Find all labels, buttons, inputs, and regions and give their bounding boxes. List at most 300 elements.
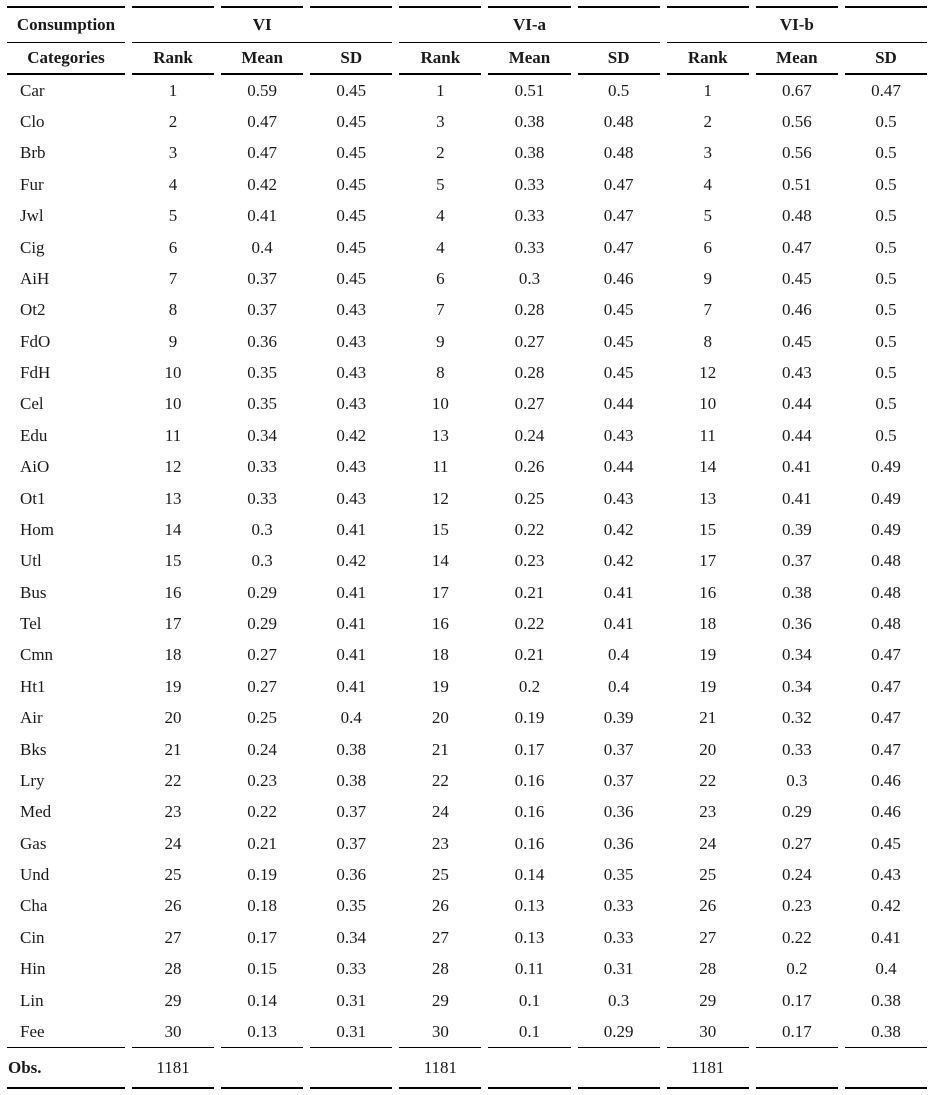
table-row — [7, 294, 927, 325]
value-cell: 0.41 — [781, 488, 812, 508]
value-cell: 0.29 — [247, 582, 278, 602]
table-body — [7, 75, 927, 1048]
value-cell: 0.17 — [514, 739, 545, 759]
header-consumption: Consumption — [7, 8, 125, 43]
value-cell: 0.42 — [336, 551, 367, 571]
value-cell: 0.48 — [871, 551, 901, 571]
value-cell: 22 — [699, 770, 717, 790]
obs-label: Obs. — [7, 1047, 125, 1089]
value-cell: 0.47 — [871, 739, 901, 759]
value-cell: 0.4 — [340, 708, 362, 728]
table-row — [7, 357, 927, 388]
value-cell: 0.36 — [247, 331, 278, 351]
value-cell: 25 — [431, 865, 449, 885]
header-vi-b-rank: Rank — [667, 43, 749, 75]
category-cell: Ot2 — [20, 300, 46, 320]
value-cell: 12 — [431, 488, 449, 508]
value-cell: 6 — [436, 268, 445, 288]
value-cell: 0.39 — [781, 519, 812, 539]
table-row — [7, 231, 927, 262]
value-cell: 0.16 — [514, 802, 545, 822]
table-row — [7, 733, 927, 764]
value-cell: 4 — [168, 174, 178, 194]
value-cell: 0.36 — [603, 833, 634, 853]
table-row — [7, 765, 927, 796]
table-row — [7, 859, 927, 890]
value-cell: 0.17 — [781, 1021, 812, 1041]
value-cell: 0.45 — [871, 833, 901, 853]
value-cell: 0.31 — [336, 1021, 367, 1041]
empty-cell — [756, 1047, 838, 1089]
table-row — [7, 828, 927, 859]
value-cell: 15 — [164, 551, 182, 571]
value-cell: 30 — [699, 1021, 717, 1041]
value-cell: 2 — [703, 112, 712, 132]
obs-value-vi-b: 1181 — [667, 1047, 749, 1089]
value-cell: 6 — [703, 237, 712, 257]
value-cell: 14 — [699, 457, 717, 477]
consumption-ranking-table — [0, 6, 934, 1089]
value-cell: 0.22 — [514, 614, 545, 634]
value-cell: 0.43 — [603, 425, 634, 445]
value-cell: 0.45 — [336, 206, 367, 226]
value-cell: 0.3 — [607, 990, 630, 1010]
value-cell: 4 — [436, 206, 445, 226]
value-cell: 18 — [431, 645, 449, 665]
value-cell: 14 — [431, 551, 449, 571]
value-cell: 0.31 — [603, 959, 634, 979]
value-cell: 0.35 — [603, 865, 634, 885]
value-cell: 0.37 — [603, 739, 634, 759]
category-cell: Jwl — [20, 206, 44, 226]
category-cell: Brb — [20, 143, 46, 163]
value-cell: 0.22 — [247, 802, 278, 822]
value-cell: 0.43 — [336, 488, 367, 508]
value-cell: 11 — [432, 457, 449, 477]
group-header-vi: VI — [132, 8, 392, 43]
value-cell: 0.36 — [603, 802, 634, 822]
value-cell: 0.41 — [603, 582, 634, 602]
table-row — [7, 482, 927, 513]
value-cell: 0.37 — [603, 770, 634, 790]
value-cell: 0.33 — [781, 739, 812, 759]
value-cell: 0.37 — [336, 833, 367, 853]
category-cell: Tel — [20, 614, 42, 634]
category-cell: Cig — [20, 237, 45, 257]
value-cell: 0.13 — [514, 927, 545, 947]
value-cell: 0.37 — [247, 268, 278, 288]
value-cell: 0.48 — [871, 614, 901, 634]
value-cell: 0.45 — [336, 80, 367, 100]
category-cell: Hin — [20, 959, 46, 979]
value-cell: 0.38 — [336, 739, 367, 759]
value-cell: 0.49 — [871, 519, 901, 539]
value-cell: 0.31 — [336, 990, 367, 1010]
value-cell: 0.5 — [875, 174, 897, 194]
value-cell: 0.21 — [514, 645, 545, 665]
value-cell: 0.5 — [875, 143, 897, 163]
value-cell: 0.56 — [781, 143, 812, 163]
value-cell: 0.5 — [875, 425, 897, 445]
table-row — [7, 796, 927, 827]
value-cell: 13 — [431, 425, 449, 445]
value-cell: 0.25 — [514, 488, 545, 508]
value-cell: 0.3 — [251, 519, 273, 539]
value-cell: 0.59 — [247, 80, 278, 100]
value-cell: 0.51 — [781, 174, 812, 194]
value-cell: 0.11 — [514, 959, 545, 979]
header-vi-mean: Mean — [221, 43, 303, 75]
value-cell: 0.47 — [781, 237, 812, 257]
value-cell: 0.43 — [871, 865, 901, 885]
category-cell: FdH — [20, 363, 51, 383]
value-cell: 0.33 — [336, 959, 367, 979]
value-cell: 0.4 — [607, 645, 630, 665]
value-cell: 0.27 — [781, 833, 812, 853]
value-cell: 20 — [164, 708, 182, 728]
value-cell: 14 — [164, 519, 182, 539]
value-cell: 0.3 — [786, 770, 808, 790]
value-cell: 0.2 — [518, 676, 541, 696]
value-cell: 8 — [436, 363, 445, 383]
value-cell: 0.36 — [781, 614, 812, 634]
category-cell: Bks — [20, 739, 47, 759]
empty-cell — [221, 1047, 303, 1089]
value-cell: 28 — [699, 959, 717, 979]
value-cell: 0.41 — [336, 676, 367, 696]
value-cell: 0.2 — [786, 959, 808, 979]
table-row — [7, 702, 927, 733]
category-cell: AiH — [20, 268, 50, 288]
value-cell: 30 — [164, 1021, 182, 1041]
obs-value-vi: 1181 — [132, 1047, 214, 1089]
category-cell: FdO — [20, 331, 51, 351]
value-cell: 11 — [164, 425, 182, 445]
value-cell: 13 — [699, 488, 717, 508]
value-cell: 0.3 — [518, 268, 541, 288]
table-row — [7, 577, 927, 608]
value-cell: 0.33 — [247, 488, 278, 508]
value-cell: 0.37 — [247, 300, 278, 320]
value-cell: 0.43 — [336, 331, 367, 351]
category-cell: Ht1 — [20, 676, 46, 696]
value-cell: 0.33 — [514, 237, 545, 257]
value-cell: 0.24 — [781, 865, 812, 885]
table-row — [7, 137, 927, 168]
value-cell: 18 — [699, 614, 717, 634]
value-cell: 0.42 — [336, 425, 367, 445]
category-cell: Car — [20, 80, 45, 100]
value-cell: 0.5 — [875, 112, 897, 132]
value-cell: 0.22 — [514, 519, 545, 539]
value-cell: 0.43 — [336, 363, 367, 383]
value-cell: 13 — [164, 488, 182, 508]
value-cell: 0.23 — [514, 551, 545, 571]
header-categories: Categories — [7, 43, 125, 75]
value-cell: 0.34 — [336, 927, 367, 947]
table-row — [7, 263, 927, 294]
value-cell: 2 — [436, 143, 445, 163]
category-cell: Hom — [20, 519, 54, 539]
table-row — [7, 639, 927, 670]
value-cell: 25 — [164, 865, 182, 885]
table-row — [7, 451, 927, 482]
value-cell: 0.35 — [247, 363, 278, 383]
table-header — [7, 6, 927, 75]
value-cell: 7 — [436, 300, 445, 320]
value-cell: 1 — [703, 80, 712, 100]
value-cell: 0.5 — [875, 363, 897, 383]
value-cell: 0.39 — [603, 708, 634, 728]
value-cell: 23 — [699, 802, 717, 822]
value-cell: 0.45 — [603, 300, 634, 320]
value-cell: 0.34 — [247, 425, 278, 445]
value-cell: 1 — [168, 80, 178, 100]
category-cell: Utl — [20, 551, 42, 571]
value-cell: 0.48 — [603, 112, 634, 132]
value-cell: 0.45 — [781, 331, 812, 351]
value-cell: 0.51 — [514, 80, 545, 100]
value-cell: 0.41 — [781, 457, 812, 477]
value-cell: 0.44 — [781, 394, 812, 414]
value-cell: 0.21 — [514, 582, 545, 602]
value-cell: 21 — [164, 739, 182, 759]
value-cell: 0.18 — [247, 896, 278, 916]
value-cell: 0.45 — [336, 112, 367, 132]
value-cell: 0.47 — [603, 174, 634, 194]
value-cell: 0.43 — [781, 363, 812, 383]
value-cell: 15 — [699, 519, 717, 539]
value-cell: 3 — [703, 143, 712, 163]
value-cell: 0.36 — [336, 865, 367, 885]
value-cell: 12 — [699, 363, 717, 383]
value-cell: 0.19 — [247, 865, 278, 885]
value-cell: 0.29 — [247, 614, 278, 634]
value-cell: 0.33 — [247, 457, 278, 477]
value-cell: 0.32 — [781, 708, 812, 728]
category-cell: Med — [20, 802, 52, 822]
value-cell: 0.33 — [603, 927, 634, 947]
sub-header-row — [7, 43, 927, 75]
value-cell: 0.45 — [603, 331, 634, 351]
value-cell: 0.47 — [603, 206, 634, 226]
table-row — [7, 514, 927, 545]
value-cell: 17 — [164, 614, 182, 634]
value-cell: 0.48 — [781, 206, 812, 226]
category-cell: Clo — [20, 112, 45, 132]
value-cell: 7 — [168, 268, 178, 288]
value-cell: 4 — [703, 174, 712, 194]
value-cell: 5 — [703, 206, 712, 226]
value-cell: 0.1 — [518, 1021, 541, 1041]
value-cell: 19 — [699, 645, 717, 665]
value-cell: 0.19 — [514, 708, 545, 728]
value-cell: 11 — [699, 425, 716, 445]
value-cell: 26 — [164, 896, 182, 916]
value-cell: 9 — [436, 331, 445, 351]
value-cell: 0.33 — [514, 174, 545, 194]
table-row — [7, 1016, 927, 1047]
value-cell: 17 — [699, 551, 717, 571]
value-cell: 16 — [699, 582, 717, 602]
value-cell: 0.43 — [603, 488, 634, 508]
value-cell: 0.46 — [871, 802, 901, 822]
value-cell: 20 — [699, 739, 717, 759]
value-cell: 3 — [436, 112, 445, 132]
value-cell: 0.45 — [603, 363, 634, 383]
category-cell: Ot1 — [20, 488, 46, 508]
category-cell: Fur — [20, 174, 44, 194]
group-header-vi-a: VI-a — [399, 8, 659, 43]
value-cell: 0.37 — [336, 802, 367, 822]
value-cell: 0.38 — [781, 582, 812, 602]
value-cell: 27 — [431, 927, 449, 947]
value-cell: 0.16 — [514, 770, 545, 790]
category-cell: Gas — [20, 833, 47, 853]
value-cell: 0.49 — [871, 488, 901, 508]
table-row — [7, 545, 927, 576]
category-cell: Cha — [20, 896, 48, 916]
value-cell: 28 — [164, 959, 182, 979]
table-row — [7, 608, 927, 639]
value-cell: 0.27 — [247, 645, 278, 665]
value-cell: 0.47 — [871, 645, 901, 665]
observations-row — [7, 1047, 927, 1089]
value-cell: 0.38 — [514, 112, 545, 132]
value-cell: 0.47 — [247, 112, 278, 132]
value-cell: 0.44 — [603, 394, 634, 414]
value-cell: 26 — [431, 896, 449, 916]
value-cell: 0.33 — [514, 206, 545, 226]
value-cell: 6 — [168, 237, 178, 257]
value-cell: 0.38 — [514, 143, 545, 163]
empty-cell — [578, 1047, 660, 1089]
value-cell: 0.24 — [247, 739, 278, 759]
value-cell: 22 — [164, 770, 182, 790]
value-cell: 0.33 — [603, 896, 634, 916]
category-cell: Bus — [20, 582, 47, 602]
value-cell: 0.13 — [514, 896, 545, 916]
header-vi-a-sd: SD — [578, 43, 660, 75]
value-cell: 0.23 — [781, 896, 812, 916]
value-cell: 19 — [699, 676, 717, 696]
value-cell: 0.46 — [781, 300, 812, 320]
value-cell: 0.17 — [247, 927, 278, 947]
value-cell: 0.38 — [336, 770, 367, 790]
value-cell: 0.34 — [781, 645, 812, 665]
value-cell: 0.37 — [781, 551, 812, 571]
value-cell: 0.45 — [336, 237, 367, 257]
value-cell: 9 — [168, 331, 178, 351]
value-cell: 29 — [164, 990, 182, 1010]
table-footer — [7, 1047, 927, 1089]
value-cell: 0.45 — [781, 268, 812, 288]
value-cell: 0.41 — [247, 206, 278, 226]
value-cell: 0.45 — [336, 268, 367, 288]
value-cell: 0.5 — [607, 80, 630, 100]
category-cell: Und — [20, 865, 50, 885]
value-cell: 0.17 — [781, 990, 812, 1010]
value-cell: 0.41 — [336, 582, 367, 602]
value-cell: 0.47 — [871, 676, 901, 696]
value-cell: 0.42 — [871, 896, 901, 916]
value-cell: 0.5 — [875, 206, 897, 226]
value-cell: 0.28 — [514, 300, 545, 320]
value-cell: 0.21 — [247, 833, 278, 853]
table-row — [7, 953, 927, 984]
value-cell: 19 — [431, 676, 449, 696]
table-row — [7, 75, 927, 106]
value-cell: 0.5 — [875, 237, 897, 257]
value-cell: 0.45 — [336, 174, 367, 194]
value-cell: 12 — [164, 457, 182, 477]
header-vi-b-sd: SD — [845, 43, 927, 75]
value-cell: 0.5 — [875, 268, 897, 288]
value-cell: 0.47 — [871, 80, 901, 100]
value-cell: 15 — [431, 519, 449, 539]
value-cell: 0.38 — [871, 990, 901, 1010]
value-cell: 7 — [703, 300, 712, 320]
value-cell: 16 — [431, 614, 449, 634]
table-row — [7, 984, 927, 1015]
category-cell: Edu — [20, 425, 48, 445]
value-cell: 0.48 — [871, 582, 901, 602]
value-cell: 0.41 — [336, 645, 367, 665]
value-cell: 29 — [431, 990, 449, 1010]
obs-value-vi-a: 1181 — [399, 1047, 481, 1089]
table-row — [7, 890, 927, 921]
value-cell: 0.14 — [514, 865, 545, 885]
value-cell: 20 — [431, 708, 449, 728]
value-cell: 0.41 — [336, 519, 367, 539]
empty-cell — [845, 1047, 927, 1089]
value-cell: 27 — [699, 927, 717, 947]
category-cell: AiO — [20, 457, 50, 477]
value-cell: 19 — [164, 676, 182, 696]
value-cell: 0.24 — [514, 425, 545, 445]
value-cell: 0.25 — [247, 708, 278, 728]
value-cell: 0.34 — [781, 676, 812, 696]
value-cell: 0.47 — [247, 143, 278, 163]
value-cell: 22 — [431, 770, 449, 790]
table-row — [7, 200, 927, 231]
value-cell: 10 — [164, 394, 182, 414]
value-cell: 24 — [699, 833, 717, 853]
value-cell: 0.16 — [514, 833, 545, 853]
value-cell: 0.5 — [875, 331, 897, 351]
table-row — [7, 420, 927, 451]
value-cell: 0.14 — [247, 990, 278, 1010]
table-row — [7, 922, 927, 953]
value-cell: 21 — [431, 739, 449, 759]
value-cell: 0.26 — [514, 457, 545, 477]
value-cell: 10 — [164, 363, 182, 383]
value-cell: 9 — [703, 268, 712, 288]
value-cell: 29 — [699, 990, 717, 1010]
table-row — [7, 169, 927, 200]
value-cell: 5 — [168, 206, 178, 226]
category-cell: Cin — [20, 927, 45, 947]
value-cell: 27 — [164, 927, 182, 947]
value-cell: 10 — [699, 394, 717, 414]
value-cell: 0.1 — [518, 990, 541, 1010]
value-cell: 0.29 — [781, 802, 812, 822]
value-cell: 0.27 — [247, 676, 278, 696]
value-cell: 0.44 — [603, 457, 634, 477]
category-cell: Lin — [20, 990, 44, 1010]
value-cell: 0.29 — [603, 1021, 634, 1041]
value-cell: 0.4 — [251, 237, 273, 257]
